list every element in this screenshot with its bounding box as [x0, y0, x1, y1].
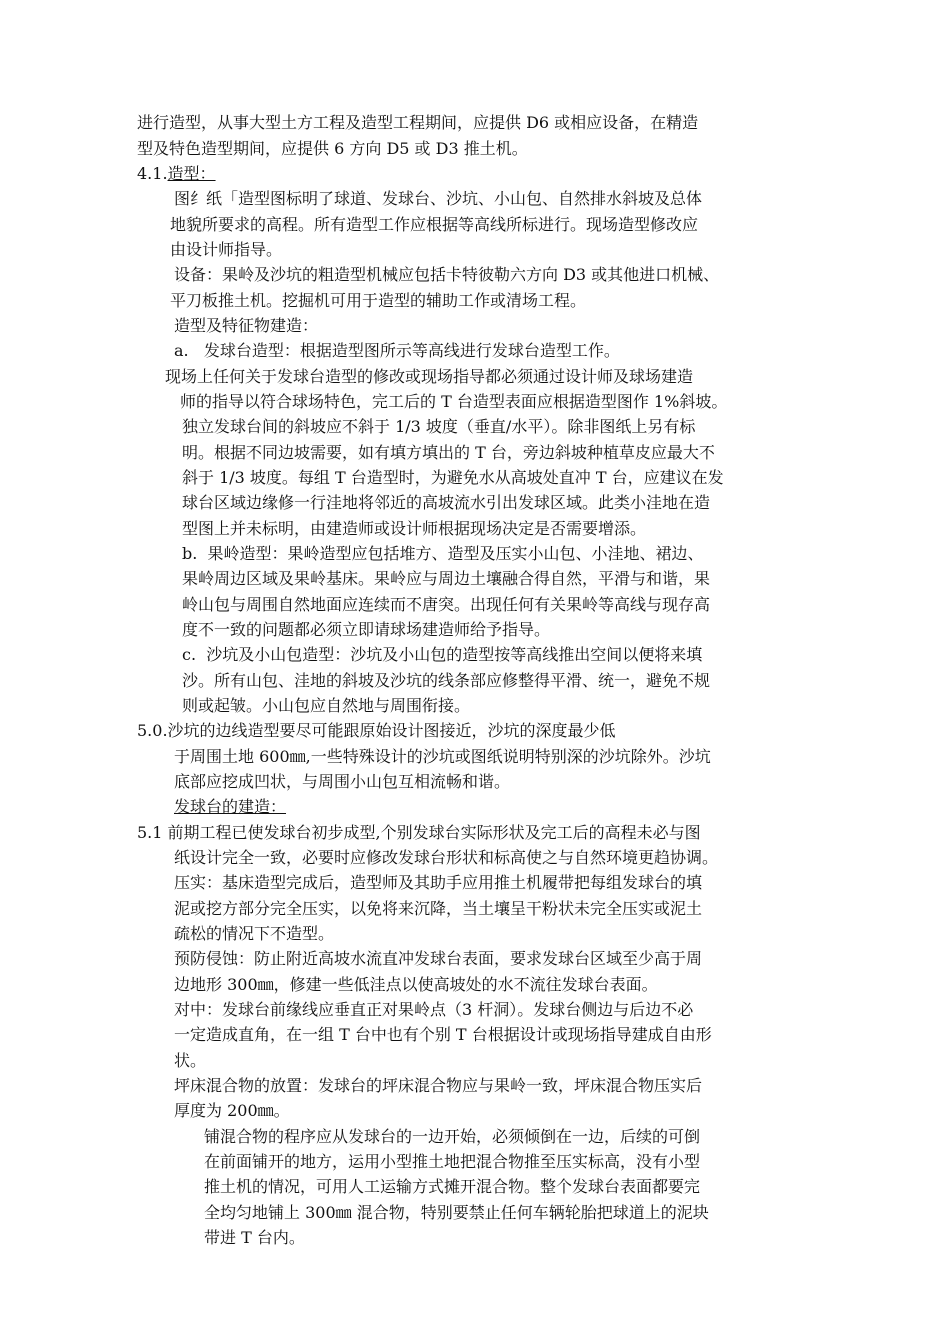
paragraph-line: 边地形 300㎜，修建一些低洼点以使高坡处的水不流往发球台表面。 — [174, 975, 658, 994]
section-heading-tee: 发球台的建造： — [174, 797, 287, 816]
paragraph-line: 对中：发球台前缘线应垂直正对果岭点（3 杆洞）。发球台侧边与后边不必 — [174, 1000, 694, 1019]
paragraph-line: 状。 — [174, 1051, 207, 1070]
paragraph-line: 全均匀地铺上 300㎜ 混合物，特别要禁止任何车辆轮胎把球道上的泥块 — [204, 1203, 709, 1222]
paragraph-line: 斜于 1/3 坡度。每组 T 台造型时，为避免水从高坡处直冲 T 台，应建议在发 — [182, 468, 724, 487]
list-item-b: b. 果岭造型：果岭造型应包括堆方、造型及压实小山包、小洼地、裙边、 — [182, 544, 704, 563]
paragraph-line: 底部应挖成凹状，与周围小山包互相流畅和谐。 — [174, 772, 511, 791]
paragraph-line: 度不一致的问题都必须立即请球场建造师给予指导。 — [182, 620, 551, 639]
paragraph-line: 铺混合物的程序应从发球台的一边开始，必须倾倒在一边，后续的可倒 — [204, 1127, 701, 1146]
section-heading-5-1: 5.1 前期工程已使发球台初步成型,个别发球台实际形状及完工后的高程未必与图 — [137, 823, 701, 842]
paragraph-line: 厚度为 200㎜。 — [174, 1101, 290, 1120]
section-heading-5-0: 5.0.沙坑的边线造型要尽可能跟原始设计图接近，沙坑的深度最少低 — [137, 721, 616, 740]
paragraph-line: 现场上任何关于发球台造型的修改或现场指导都必须通过设计师及球场建造 — [165, 367, 694, 386]
paragraph-line: 球台区域边缘修一行洼地将邻近的高坡流水引出发球区域。此类小洼地在造 — [182, 493, 711, 512]
paragraph-line: 坪床混合物的放置：发球台的坪床混合物应与果岭一致，坪床混合物压实后 — [174, 1076, 703, 1095]
paragraph-line: 设备：果岭及沙坑的粗造型机械应包括卡特彼勒六方向 D3 或其他进口机械、 — [174, 265, 720, 284]
paragraph-line: 造型及特征物建造： — [174, 316, 319, 335]
paragraph-line: 图纟纸「造型图标明了球道、发球台、沙坑、小山包、自然排水斜坡及总体 — [174, 189, 703, 208]
list-item-a: a. 发球台造型：根据造型图所示等高线进行发球台造型工作。 — [174, 341, 620, 360]
paragraph-line: 地貌所要求的高程。所有造型工作应根据等高线所标进行。现场造型修改应 — [170, 215, 699, 234]
list-item-c: c. 沙坑及小山包造型：沙坑及小山包的造型按等高线推出空间以便将来填 — [182, 645, 703, 664]
paragraph-line: 岭山包与周围自然地面应连续而不唐突。出现任何有关果岭等高线与现存高 — [182, 595, 711, 614]
paragraph-line: 一定造成直角，在一组 T 台中也有个别 T 台根据设计或现场指导建成自由形 — [174, 1025, 712, 1044]
paragraph-line: 带进 T 台内。 — [204, 1228, 305, 1247]
paragraph-line: 果岭周边区域及果岭基床。果岭应与周边土壤融合得自然，平滑与和谐，果 — [182, 569, 711, 588]
paragraph-line: 泥或挖方部分完全压实，以免将来沉降，当土壤呈干粉状未完全压实或泥土 — [174, 899, 703, 918]
paragraph-line: 疏松的情况下不造型。 — [174, 924, 335, 943]
paragraph-line: 明。根据不同边坡需要，如有填方填出的 T 台，旁边斜坡种植草皮应最大不 — [182, 443, 715, 462]
paragraph-line: 平刀板推土机。挖掘机可用于造型的辅助工作或清场工程。 — [170, 291, 587, 310]
section-number: 4.1. — [137, 164, 168, 183]
paragraph-line: 压实：基床造型完成后，造型师及其助手应用推土机履带把每组发球台的填 — [174, 873, 703, 892]
section-heading-4-1 — [137, 161, 216, 187]
paragraph-line: 型图上并未标明，由建造师或设计师根据现场决定是否需要增添。 — [182, 519, 647, 538]
paragraph-line: 由设计师指导。 — [170, 240, 283, 259]
section-title: 造型： — [167, 164, 216, 183]
paragraph-line: 于周围土地 600㎜,一些特殊设计的沙坑或图纸说明特别深的沙坑除外。沙坑 — [174, 747, 711, 766]
paragraph-line: 在前面铺开的地方，运用小型推土地把混合物推至压实标高，没有小型 — [204, 1152, 701, 1171]
paragraph-line: 型及特色造型期间，应提供 6 方向 D5 或 D3 推土机。 — [137, 139, 528, 158]
paragraph-line: 沙。所有山包、洼地的斜坡及沙坑的线条部应修整得平滑、统一，避免不规 — [182, 671, 711, 690]
paragraph-line: 预防侵蚀：防止附近高坡水流直冲发球台表面，要求发球台区域至少高于周 — [174, 949, 703, 968]
paragraph-line: 师的指导以符合球场特色，完工后的 T 台造型表面应根据造型图作 1%斜坡。 — [180, 392, 728, 411]
paragraph-line: 纸设计完全一致，必要时应修改发球台形状和标高使之与自然环境更趋协调。 — [174, 848, 719, 867]
paragraph-line: 则或起皱。小山包应自然地与周围衔接。 — [182, 696, 471, 715]
paragraph-line: 进行造型，从事大型土方工程及造型工程期间，应提供 D6 或相应设备，在精造 — [137, 113, 699, 132]
paragraph-line: 独立发球台间的斜坡应不斜于 1/3 坡度（垂直/水平）。除非图纸上另有标 — [182, 417, 696, 436]
paragraph-line: 推土机的情况，可用人工运输方式摊开混合物。整个发球台表面都要完 — [204, 1177, 701, 1196]
